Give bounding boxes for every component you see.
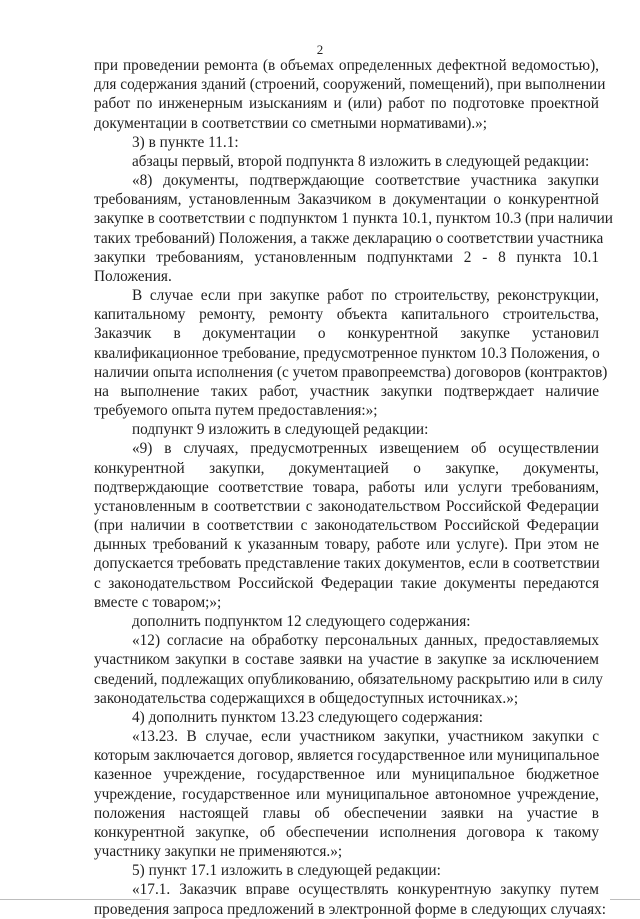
text-line: Заказчик в документации о конкурентной закупке установил (94, 325, 599, 343)
text-line: для содержания зданий (строений, сооружений, помещений), при выполнении (94, 76, 606, 94)
text-line: с законодательством Российской Федерации такие документы передаются (94, 574, 599, 592)
text-line: 3) в пункте 11.1: (132, 133, 239, 151)
text-line: (при наличии в соответствии с законодательством Российской Федерации (94, 517, 599, 535)
text-line: требованиям, установленным Заказчиком в документации о конкурентной (94, 191, 599, 209)
text-line: казенное учреждение, государственное или муниципальное бюджетное (94, 766, 599, 784)
document-body (94, 56, 613, 919)
text-line: закупки требованиям, установленным подпунктами 2 - 8 пункта 10.1 (94, 248, 599, 266)
text-line: конкурентной закупки, документацией о закупке, документы, (94, 459, 599, 477)
text-line: требуемого опыта путем предоставления:»; (94, 402, 378, 420)
text-line: 4) дополнить пунктом 13.23 следующего содержания: (132, 708, 483, 726)
scan-edge-mark (610, 899, 640, 900)
text-line: учреждение, государственное или муниципальное автономное учреждение, (94, 785, 599, 803)
text-line: документации в соответствии со сметными нормативами).»; (94, 114, 488, 132)
text-line: «12) согласие на обработку персональных данных, предоставляемых (132, 632, 599, 650)
text-line: В случае если при закупке работ по строительству, реконструкции, (132, 287, 599, 305)
text-line: конкурентной закупке, об обеспечении исполнения договора к такому (94, 823, 599, 841)
scan-edge-mark (0, 899, 150, 900)
text-line: подтверждающие соответствие товара, работы или услуги требованиям, (94, 478, 599, 496)
text-line: положения настоящей главы об обеспечении заявки на участие в (94, 804, 599, 822)
text-line: закупке в соответствии с подпунктом 1 пункта 10.1, пунктом 10.3 (при наличии (94, 210, 613, 228)
text-line: при проведении ремонта (в объемах определенных дефектной ведомостью), (94, 57, 599, 74)
text-line: сведений, подлежащих опубликованию, обязательному раскрытию или в силу (94, 670, 603, 688)
text-line: законодательства содержащихся в общедоступных источниках.»; (94, 689, 519, 707)
text-line: «9) в случаях, предусмотренных извещением об осуществлении (132, 440, 599, 458)
text-line: которым заключается договор, является государственное или муниципальное (94, 747, 600, 765)
text-line: работ по инженерным изысканиям и (или) работ по подготовке проектной (94, 95, 599, 113)
text-line: на выполнение таких работ, участник закупки подтверждает наличие (94, 382, 599, 400)
text-line: дополнить подпунктом 12 следующего содержания: (132, 612, 471, 630)
text-line: установленным в соответствии с законодательством Российской Федерации (94, 497, 599, 515)
text-line: допускается требовать представление таких документов, если в соответствии (94, 555, 600, 573)
text-line: 5) пункт 17.1 изложить в следующей редакции: (132, 862, 441, 880)
text-line: «13.23. В случае, если участником закупки, участником закупки с (132, 728, 599, 746)
text-line: капитальному ремонту, ремонту объекта капитального строительства, (94, 306, 599, 324)
text-line: дынных требований к указанным товару, работе или услуге). При этом не (94, 536, 599, 554)
text-line: Положения. (94, 267, 172, 285)
page-number: 2 (316, 42, 324, 57)
text-line: квалификационное требование, предусмотренное пунктом 10.3 Положения, о (94, 344, 600, 362)
text-line: участнику закупки не применяются.»; (94, 843, 343, 861)
text-line: проведения запроса предложений в электронной форме в следующих случаях: (94, 900, 607, 918)
text-line: «8) документы, подтверждающие соответствие участника закупки (132, 172, 599, 190)
text-line: абзацы первый, второй подпункта 8 изложить в следующей редакции: (132, 152, 590, 170)
text-line: участником закупки в составе заявки на участие в закупке за исключением (94, 651, 599, 669)
text-line: «17.1. Заказчик вправе осуществлять конкурентную закупку путем (132, 881, 599, 899)
text-line: вместе с товаром;»; (94, 593, 222, 611)
text-line: таких требований) Положения, а также декларацию о соответствии участника (94, 229, 604, 247)
text-line: наличии опыта исполнения (с учетом правопреемства) договоров (контрактов) (94, 363, 608, 381)
text-line: подпункт 9 изложить в следующей редакции: (132, 421, 429, 439)
